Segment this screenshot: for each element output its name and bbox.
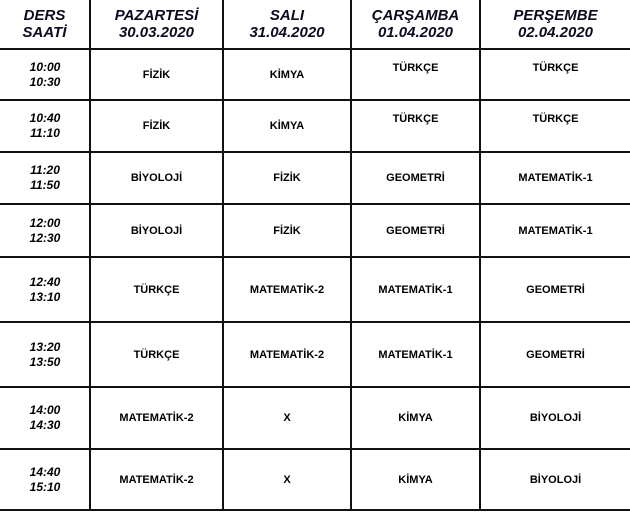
lesson-cell: MATEMATİK-1	[378, 348, 453, 361]
lesson-cell: TÜRKÇE	[133, 283, 180, 296]
lesson-cell: MATEMATİK-2	[249, 283, 325, 296]
lesson-cell: FİZİK	[142, 68, 171, 81]
lesson-cell: TÜRKÇE	[133, 348, 180, 361]
lesson-cell: GEOMETRİ	[526, 283, 585, 296]
lesson-cell: FİZİK	[273, 172, 301, 184]
lesson-cell: FİZİK	[142, 120, 171, 132]
lesson-cell: MATEMATİK-2	[119, 473, 194, 486]
lesson-cell: BİYOLOJİ	[529, 412, 582, 424]
lesson-cell: TÜRKÇE	[532, 113, 579, 125]
time-slot: 14:40 15:10	[29, 464, 61, 494]
lesson-cell: MATEMATİK-2	[249, 348, 325, 361]
lesson-cell: MATEMATİK-1	[518, 224, 593, 237]
lesson-cell: X	[283, 473, 291, 486]
lesson-cell: BİYOLOJİ	[130, 224, 183, 237]
lesson-cell: X	[283, 412, 291, 424]
time-slot: 14:00 14:30	[29, 403, 61, 432]
time-slot: 13:20 13:50	[29, 339, 61, 369]
lesson-cell: MATEMATİK-1	[518, 172, 593, 184]
lesson-cell: TÜRKÇE	[392, 62, 439, 74]
lesson-cell: KİMYA	[398, 473, 433, 486]
time-slot: 12:00 12:30	[29, 215, 61, 245]
header-ders-saati: DERS SAATİ	[22, 7, 67, 41]
lesson-cell: GEOMETRİ	[386, 172, 445, 184]
header-day-thursday: PERŞEMBE 02.04.2020	[513, 7, 598, 41]
time-slot: 10:40 11:10	[29, 111, 61, 140]
time-slot: 11:20 11:50	[30, 163, 60, 192]
lesson-cell: TÜRKÇE	[392, 113, 439, 125]
lesson-cell: FİZİK	[273, 224, 301, 237]
lesson-cell: GEOMETRİ	[386, 224, 445, 237]
header-day-wednesday: ÇARŞAMBA 01.04.2020	[371, 7, 460, 41]
time-slot: 10:00 10:30	[29, 59, 61, 89]
time-slot: 12:40 13:10	[29, 274, 61, 304]
lesson-cell: MATEMATİK-1	[378, 283, 453, 296]
lesson-cell: BİYOLOJİ	[529, 473, 582, 486]
header-day-monday: PAZARTESİ 30.03.2020	[114, 7, 199, 41]
grid-line	[0, 509, 630, 511]
lesson-cell: TÜRKÇE	[532, 62, 579, 74]
lesson-cell: KİMYA	[269, 68, 305, 81]
lesson-cell: KİMYA	[398, 412, 433, 424]
lesson-cell: KİMYA	[269, 120, 305, 132]
lesson-cell: BİYOLOJİ	[130, 172, 183, 184]
header-day-tuesday: SALI 31.04.2020	[249, 7, 325, 41]
lesson-cell: MATEMATİK-2	[119, 412, 194, 424]
lesson-cell: GEOMETRİ	[526, 348, 585, 361]
